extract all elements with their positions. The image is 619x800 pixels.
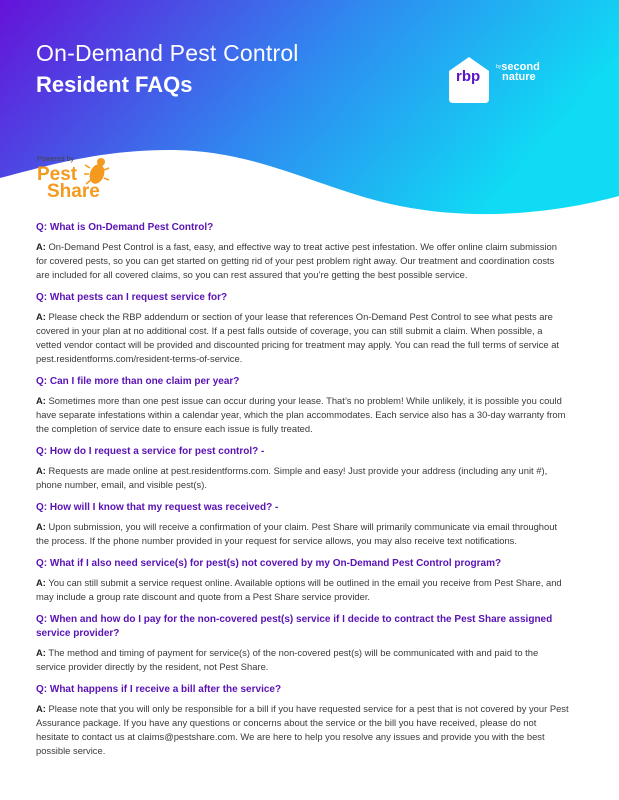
answer-prefix: A: xyxy=(36,311,46,322)
answer-prefix: A: xyxy=(36,241,46,252)
second-nature-logo xyxy=(496,62,540,82)
rbp-logo-text: rbp xyxy=(456,68,481,85)
share-text: Share xyxy=(47,181,100,202)
faq-question: Q: Can I file more than one claim per year? xyxy=(36,376,240,387)
second-text: second xyxy=(501,61,540,73)
faq-answer xyxy=(36,646,570,674)
answer-text: Please note that you will only be responsible for a bill if you have requested service for a pest that is not covered by your Pest Assurance package. If you have any questions or concerns about the service or the bill you have received, please do not hesitate to contact us at claims@pestshare.com. We are here to help you resolve any issues and provide you with the best possible service. xyxy=(36,703,569,756)
faq-item xyxy=(36,375,570,436)
faq-item xyxy=(36,221,570,282)
faq-answer xyxy=(36,464,570,492)
faq-answer xyxy=(36,394,570,436)
faq-question: Q: How will I know that my request was received? - xyxy=(36,502,279,513)
nature-text: nature xyxy=(502,71,536,83)
faq-answer xyxy=(36,702,570,758)
faq-item xyxy=(36,501,570,548)
faq-question: Q: What pests can I request service for? xyxy=(36,292,228,303)
faq-question: Q: When and how do I pay for the non-covered pest(s) service if I decide to contract the Pest Share assigned service provider? xyxy=(36,614,553,639)
faq-answer xyxy=(36,520,570,548)
answer-text: Sometimes more than one pest issue can occur during your lease. That’s no problem! While unlikely, it is possible you could have separate infestations within a calendar year, which the plan accommodates. Each service also has a 30-day warranty from the completion of service date to ensure each issue is fully treated. xyxy=(36,395,566,434)
answer-prefix: A: xyxy=(36,521,46,532)
faq-question: Q: What happens if I receive a bill after the service? xyxy=(36,684,282,695)
faq-question: Q: How do I request a service for pest control? - xyxy=(36,446,265,457)
faq-answer xyxy=(36,240,570,282)
answer-text: Requests are made online at pest.residentforms.com. Simple and easy! Just provide your address (including any unit #), phone number, email, and visible pest(s). xyxy=(36,465,548,490)
answer-prefix: A: xyxy=(36,465,46,476)
answer-text: You can still submit a service request online. Available options will be outlined in the email you receive from Pest Share, and may include a group rate discount and quote from a Pest Share service provider. xyxy=(36,577,562,602)
by-text: by xyxy=(496,64,502,70)
faq-answer xyxy=(36,576,570,604)
answer-prefix: A: xyxy=(36,647,46,658)
faq-question: Q: What is On-Demand Pest Control? xyxy=(36,222,214,233)
faq-answer xyxy=(36,310,570,366)
powered-by-label: Powered by xyxy=(37,156,74,163)
faq-list xyxy=(36,221,570,767)
bug-icon xyxy=(84,156,110,188)
answer-prefix: A: xyxy=(36,395,46,406)
page-title-line2: Resident FAQs xyxy=(36,72,193,97)
faq-item xyxy=(36,613,570,674)
answer-text: Upon submission, you will receive a confirmation of your claim. Pest Share will primarily communicate via email throughout the process. If the phone number provided in your request for service allows, you may also receive text notifications. xyxy=(36,521,558,546)
faq-item xyxy=(36,683,570,758)
answer-text: On-Demand Pest Control is a fast, easy, and effective way to treat active pest infestation. We offer online claim submission for covered pests, so you can get started on getting rid of your pest problem right away. Our treatment and coordination costs are included for all covered claims, so you can rest assured that you’re getting the best possible service. xyxy=(36,241,557,280)
answer-text: Please check the RBP addendum or section of your lease that references On-Demand Pest Control to see what pests are covered in your plan at no additional cost. If a pest falls outside of coverage, you can still submit a claim. When possible, a vetted vendor contact will be provided and discounted pricing for treatment may apply. You can read the full terms of service at pest.residentforms.com/resident-terms-of-service. xyxy=(36,311,560,364)
faq-question: Q: What if I also need service(s) for pest(s) not covered by my On-Demand Pest Control program? xyxy=(36,558,502,569)
faq-item xyxy=(36,291,570,366)
answer-prefix: A: xyxy=(36,703,46,714)
faq-item xyxy=(36,557,570,604)
answer-text: The method and timing of payment for service(s) of the non-covered pest(s) will be communicated with and paid to the service provider directly by the resident, not Pest Share. xyxy=(36,647,539,672)
faq-item xyxy=(36,445,570,492)
page-title-line1: On-Demand Pest Control xyxy=(36,40,299,66)
pest-text: Pest xyxy=(37,164,78,185)
answer-prefix: A: xyxy=(36,577,46,588)
